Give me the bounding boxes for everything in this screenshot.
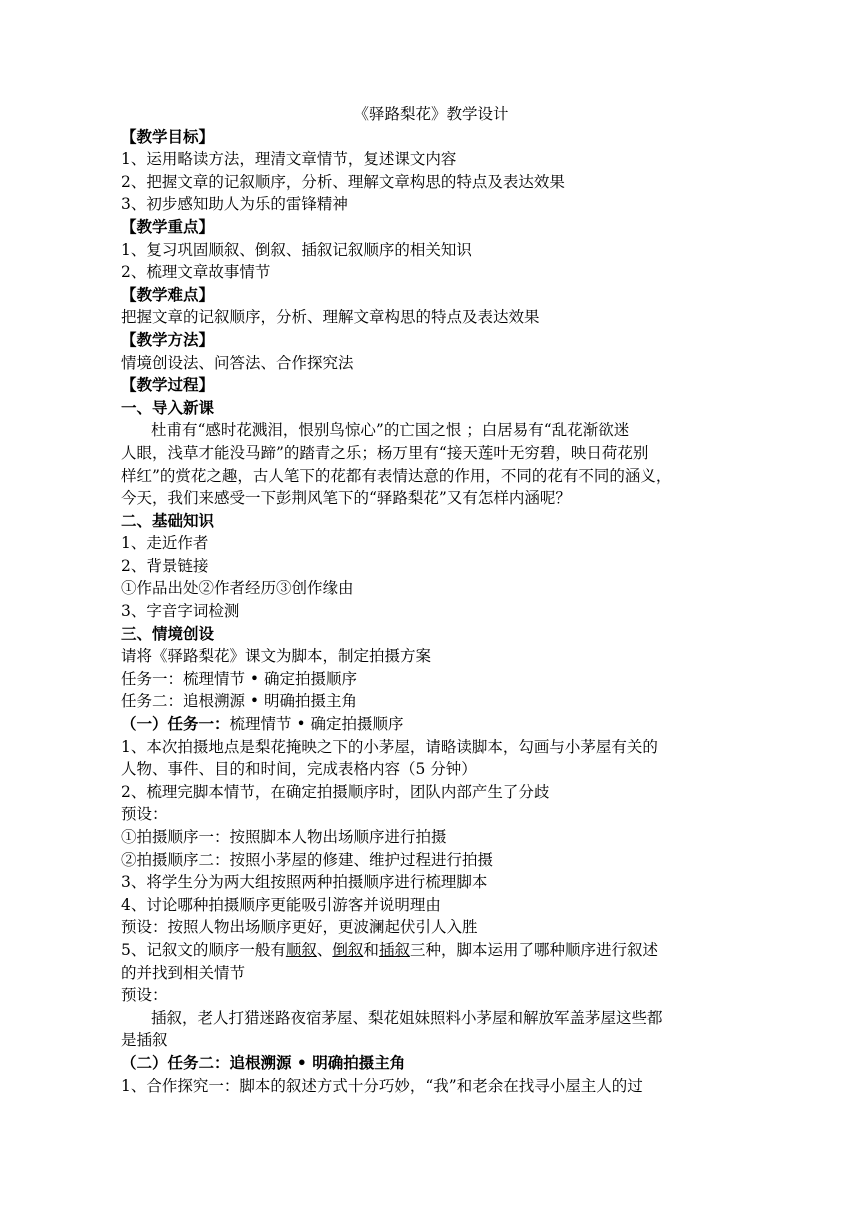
task-one-title: 梳理情节 • 确定拍摄顺序 bbox=[229, 715, 404, 734]
method-text: 情境创设法、问答法、合作探究法 bbox=[121, 353, 354, 372]
intro-line: 样红”的赏花之趣，古人笔下的花都有表情达意的作用，不同的花有不同的涵义， bbox=[121, 466, 672, 485]
q5-underlined-term: 插叙 bbox=[378, 940, 410, 959]
intro-line: 人眼，浅草才能没马蹄”的踏青之乐；杨万里有“接天莲叶无穷碧，映日荷花别 bbox=[121, 443, 649, 462]
heading-key-points: 【教学重点】 bbox=[121, 216, 215, 236]
q5-underlined-term: 顺叙 bbox=[285, 940, 317, 959]
key-item: 2、梳理文章故事情节 bbox=[121, 263, 271, 282]
section-intro-heading: 一、导入新课 bbox=[121, 397, 215, 417]
heading-goals: 【教学目标】 bbox=[121, 126, 215, 146]
task-one-heading bbox=[121, 713, 741, 736]
q5-text: 三种，脚本运用了哪种顺序进行叙述 bbox=[409, 940, 658, 959]
document-title: 《驿路梨花》教学设计 bbox=[353, 105, 509, 123]
heading-difficulties: 【教学难点】 bbox=[121, 284, 215, 304]
goal-item: 2、把握文章的记叙顺序，分析、理解文章构思的特点及表达效果 bbox=[121, 172, 565, 191]
task-one-label: （一）任务一： bbox=[121, 714, 230, 734]
goal-item: 1、运用略读方法，理清文章情节，复述课文内容 bbox=[121, 150, 457, 169]
task-two-line: 1、合作探究一：脚本的叙述方式十分巧妙，“我”和老余在找寻小屋主人的过 bbox=[121, 1076, 643, 1095]
q5-text: 5、记叙文的顺序一般有 bbox=[121, 940, 286, 959]
task-one-line: 3、将学生分为两大组按照两种拍摄顺序进行梳理脚本 bbox=[121, 873, 488, 892]
heading-methods: 【教学方法】 bbox=[121, 329, 215, 349]
key-item: 1、复习巩固顺叙、倒叙、插叙记叙顺序的相关知识 bbox=[121, 240, 472, 259]
basic-item: 1、走近作者 bbox=[121, 534, 209, 553]
task-one-line: 2、梳理完脚本情节，在确定拍摄顺序时，团队内部产生了分歧 bbox=[121, 782, 550, 801]
question-five bbox=[121, 939, 741, 962]
section-scene-heading: 三、情境创设 bbox=[121, 623, 215, 643]
basic-item: 2、背景链接 bbox=[121, 556, 209, 575]
heading-process: 【教学过程】 bbox=[121, 375, 215, 395]
intro-line: 杜甫有“感时花溅泪，恨别鸟惊心”的亡国之恨 ；白居易有“乱花渐欲迷 bbox=[151, 421, 630, 440]
task-one-line: 预设： bbox=[121, 805, 168, 824]
task-one-line: 1、本次拍摄地点是梨花掩映之下的小茅屋，请略读脚本，勾画与小茅屋有关的 bbox=[121, 737, 658, 756]
answer-line: 是插叙 bbox=[121, 1031, 168, 1050]
basic-item: 3、字音字词检测 bbox=[121, 602, 240, 621]
difficulty-text: 把握文章的记叙顺序，分析、理解文章构思的特点及表达效果 bbox=[121, 308, 540, 327]
q5-text: 和 bbox=[363, 940, 379, 959]
task-one-line: 预设：按照人物出场顺序更好，更波澜起伏引人入胜 bbox=[121, 918, 478, 937]
q5-text: 、 bbox=[316, 940, 333, 959]
goal-item: 3、初步感知助人为乐的雷锋精神 bbox=[121, 195, 348, 214]
scene-item: 请将《驿路梨花》课文为脚本，制定拍摄方案 bbox=[121, 647, 432, 666]
preset-label: 预设： bbox=[121, 986, 168, 1005]
task-one-line: 4、讨论哪种拍摄顺序更能吸引游客并说明理由 bbox=[121, 895, 441, 914]
question-five-cont: 的并找到相关情节 bbox=[121, 963, 246, 982]
basic-item: ①作品出处②作者经历③创作缘由 bbox=[121, 579, 354, 598]
document-page bbox=[121, 103, 741, 1097]
answer-line: 插叙，老人打猎迷路夜宿茅屋、梨花姐妹照料小茅屋和解放军盖茅屋这些都 bbox=[151, 1008, 663, 1027]
task-two-heading: （二）任务二：追根溯源 • 明确拍摄主角 bbox=[121, 1052, 406, 1072]
task-one-line: ②拍摄顺序二：按照小茅屋的修建、维护过程进行拍摄 bbox=[121, 850, 494, 869]
task-one-line: 人物、事件、目的和时间，完成表格内容（5 分钟） bbox=[121, 760, 477, 779]
scene-item: 任务二：追根溯源 • 明确拍摄主角 bbox=[121, 692, 357, 711]
section-basic-heading: 二、基础知识 bbox=[121, 510, 215, 530]
task-one-line: ①拍摄顺序一：按照脚本人物出场顺序进行拍摄 bbox=[121, 828, 447, 846]
scene-item: 任务一：梳理情节 • 确定拍摄顺序 bbox=[121, 669, 357, 688]
intro-line: 今天，我们来感受一下彭荆风笔下的“驿路梨花”又有怎样内涵呢？ bbox=[121, 489, 571, 508]
q5-underlined-term: 倒叙 bbox=[332, 940, 364, 959]
